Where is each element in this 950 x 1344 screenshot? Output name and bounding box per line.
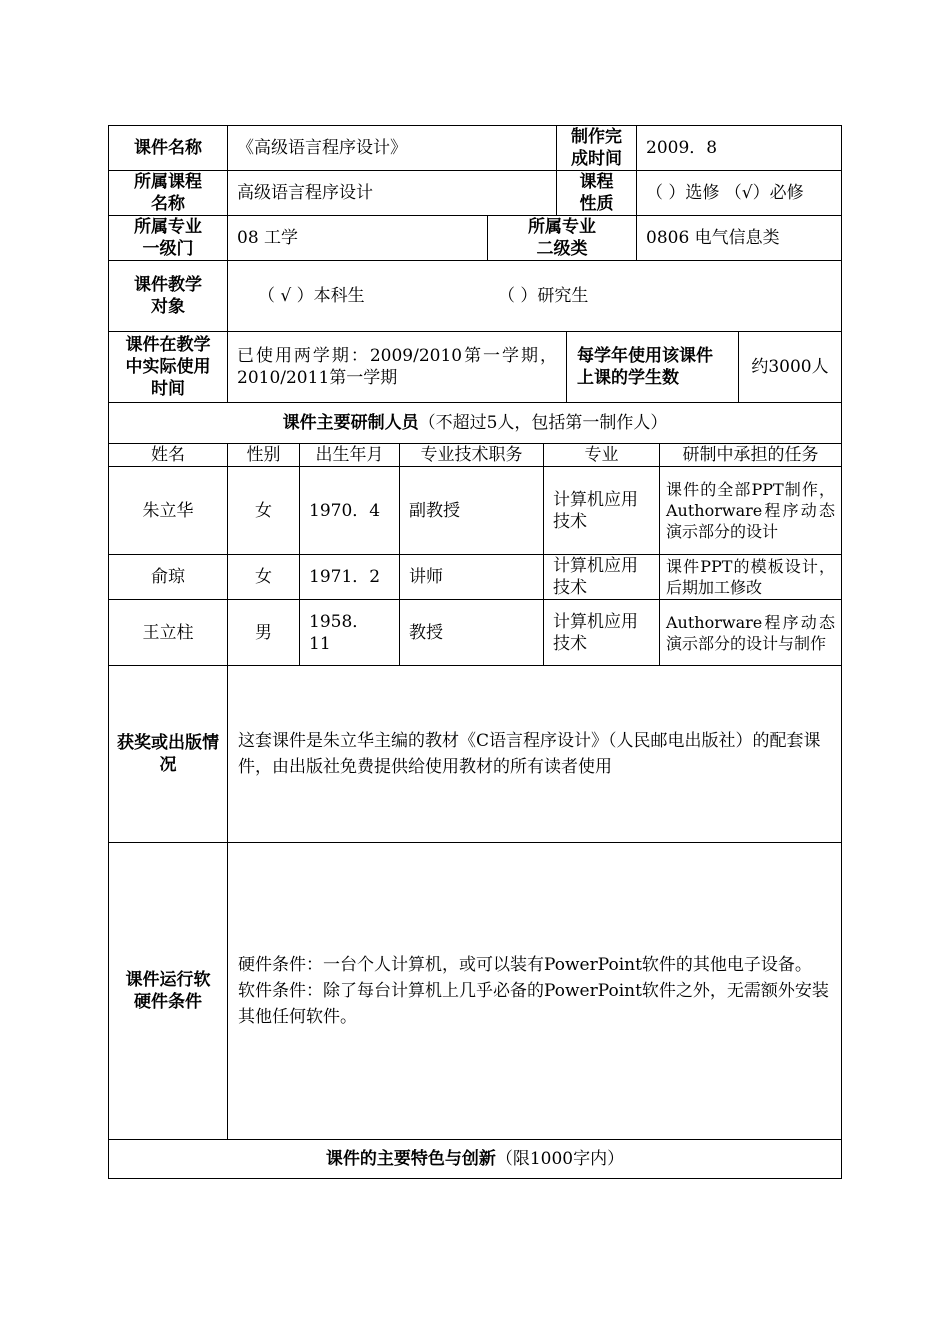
course-nature-value: （ ）选修 （√）必修: [636, 170, 842, 216]
major-level2-label: 所属专业二级类: [487, 215, 637, 261]
course-nature-label: 课程性质: [556, 170, 637, 216]
table-row-2-title: 讲师: [399, 554, 544, 600]
table-row-2-task: 课件PPT的模板设计，后期加工修改: [659, 554, 842, 600]
table-row-1-gender: 女: [227, 466, 300, 555]
table-row-2-name: 俞琼: [108, 554, 228, 600]
table-row-1-name: 朱立华: [108, 466, 228, 555]
table-row-3-major: 计算机应用技术: [543, 599, 660, 666]
column-header-title: 专业技术职务: [399, 443, 544, 467]
table-row-1-title: 副教授: [399, 466, 544, 555]
completion-time-label: 制作完成时间: [556, 125, 637, 171]
major-level1-label: 所属专业一级门: [108, 215, 228, 261]
major-level2-value: 0806 电气信息类: [636, 215, 842, 261]
table-row-1-major: 计算机应用技术: [543, 466, 660, 555]
target-undergraduate: （ √ ）本科生: [258, 286, 365, 306]
features-heading-bold: 课件的主要特色与创新: [325, 1149, 496, 1169]
teaching-target-label: 课件教学对象: [108, 260, 228, 332]
column-header-name: 姓名: [108, 443, 228, 467]
usage-time-label: 课件在教学中实际使用时间: [108, 331, 228, 403]
course-name-label: 课件名称: [108, 125, 228, 171]
column-header-major: 专业: [543, 443, 660, 467]
teaching-target-value: [227, 260, 842, 332]
major-level1-value: 08 工学: [227, 215, 488, 261]
features-heading-note: （限1000字内）: [495, 1149, 625, 1169]
table-row-3-name: 王立柱: [108, 599, 228, 666]
awards-value: 这套课件是朱立华主编的教材《C语言程序设计》（人民邮电出版社）的配套课件，由出版社免费提供给使用教材的所有读者使用: [227, 665, 842, 843]
usage-time-value: 已使用两学期：2009/2010第一学期，2010/2011第一学期: [227, 331, 567, 403]
software-requirements: 软件条件：除了每台计算机上几乎必备的PowerPoint软件之外，无需额外安装其他任何软件。: [238, 981, 829, 1027]
table-row-2-gender: 女: [227, 554, 300, 600]
table-row-2-birth: 1971．2: [299, 554, 400, 600]
column-header-task: 研制中承担的任务: [659, 443, 842, 467]
table-row-3-gender: 男: [227, 599, 300, 666]
staff-heading: [108, 402, 842, 444]
column-header-gender: 性别: [227, 443, 300, 467]
course-name-value: 《高级语言程序设计》: [227, 125, 557, 171]
requirements-label: 课件运行软硬件条件: [108, 842, 228, 1140]
students-label: 每学年使用该课件上课的学生数: [566, 331, 739, 403]
requirements-value: [227, 842, 842, 1140]
awards-label: 获奖或出版情况: [108, 665, 228, 843]
table-row-1-task: 课件的全部PPT制作，Authorware程序动态演示部分的设计: [659, 466, 842, 555]
completion-time-value: 2009．8: [636, 125, 842, 171]
table-row-3-title: 教授: [399, 599, 544, 666]
hardware-requirements: 硬件条件：一台个人计算机，或可以装有PowerPoint软件的其他电子设备。: [238, 955, 812, 975]
parent-course-label: 所属课程名称: [108, 170, 228, 216]
table-row-3-task: Authorware程序动态演示部分的设计与制作: [659, 599, 842, 666]
parent-course-value: 高级语言程序设计: [227, 170, 557, 216]
students-value: 约3000人: [738, 331, 842, 403]
staff-heading-note: （不超过5人，包括第一制作人）: [418, 413, 668, 433]
table-row-3-birth: 1958．11: [299, 599, 400, 666]
features-heading: [108, 1139, 842, 1179]
staff-heading-bold: 课件主要研制人员: [282, 413, 419, 433]
table-row-1-birth: 1970．4: [299, 466, 400, 555]
table-row-2-major: 计算机应用技术: [543, 554, 660, 600]
column-header-birth: 出生年月: [299, 443, 400, 467]
target-graduate: （ ）研究生: [498, 286, 589, 306]
